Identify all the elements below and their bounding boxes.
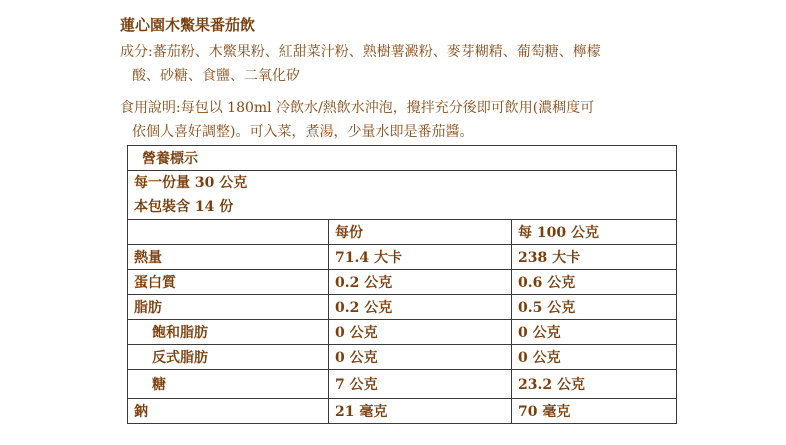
ingredients-line-1: 成分:蕃茄粉、木鱉果粉、紅甜菜汁粉、熟樹薯澱粉、麥芽糊精、葡萄糖、檸檬 [120, 44, 601, 60]
nutrient-per-100g: 0.6 公克 [512, 270, 677, 295]
nutrition-table [127, 145, 677, 424]
nutrient-per-100g: 70 毫克 [512, 399, 677, 424]
nutrient-name: 糖 [128, 370, 329, 399]
table-row [128, 245, 677, 270]
nutrient-name: 蛋白質 [128, 270, 329, 295]
table-row [128, 370, 677, 399]
serving-info-row [128, 171, 677, 220]
usage-line-1: 食用說明:每包以 180ml 冷飲水/熱飲水沖泡，攪拌充分後即可飲用(濃稠度可 [120, 100, 595, 116]
table-row [128, 345, 677, 370]
nutrient-per-serving: 0 公克 [329, 320, 512, 345]
table-row [128, 320, 677, 345]
nutrition-header: 營養標示 [128, 146, 677, 171]
nutrient-name: 脂肪 [128, 295, 329, 320]
column-header-blank [128, 220, 329, 245]
nutrient-per-100g: 0 公克 [512, 345, 677, 370]
nutrient-name: 鈉 [128, 399, 329, 424]
usage-instructions [120, 96, 680, 144]
nutrient-per-100g: 23.2 公克 [512, 370, 677, 399]
serving-size: 每一份量 30 公克 [134, 175, 248, 191]
table-row [128, 295, 677, 320]
nutrient-per-100g: 0.5 公克 [512, 295, 677, 320]
column-header-per-serving: 每份 [329, 220, 512, 245]
nutrient-name: 反式脂肪 [128, 345, 329, 370]
nutrient-per-serving: 0.2 公克 [329, 295, 512, 320]
nutrient-per-100g: 0 公克 [512, 320, 677, 345]
nutrition-header-row [128, 146, 677, 171]
product-title: 蓮心園木鱉果番茄飲 [120, 16, 256, 34]
table-row [128, 270, 677, 295]
servings-per-package: 本包裝含 14 份 [134, 199, 234, 215]
nutrient-per-serving: 21 毫克 [329, 399, 512, 424]
ingredients-text [120, 40, 680, 88]
usage-line-2: 依個人喜好調整)。可入菜，煮湯，少量水即是番茄醬。 [132, 124, 474, 140]
table-row [128, 399, 677, 424]
nutrient-per-serving: 0 公克 [329, 345, 512, 370]
column-header-row [128, 220, 677, 245]
nutrient-per-serving: 71.4 大卡 [329, 245, 512, 270]
nutrient-per-100g: 238 大卡 [512, 245, 677, 270]
serving-info [128, 171, 677, 220]
ingredients-line-2: 酸、砂糖、食鹽、二氧化矽 [132, 68, 300, 84]
nutrient-per-serving: 7 公克 [329, 370, 512, 399]
nutrient-name: 飽和脂肪 [128, 320, 329, 345]
column-header-per-100g: 每 100 公克 [512, 220, 677, 245]
nutrient-per-serving: 0.2 公克 [329, 270, 512, 295]
nutrient-name: 熱量 [128, 245, 329, 270]
